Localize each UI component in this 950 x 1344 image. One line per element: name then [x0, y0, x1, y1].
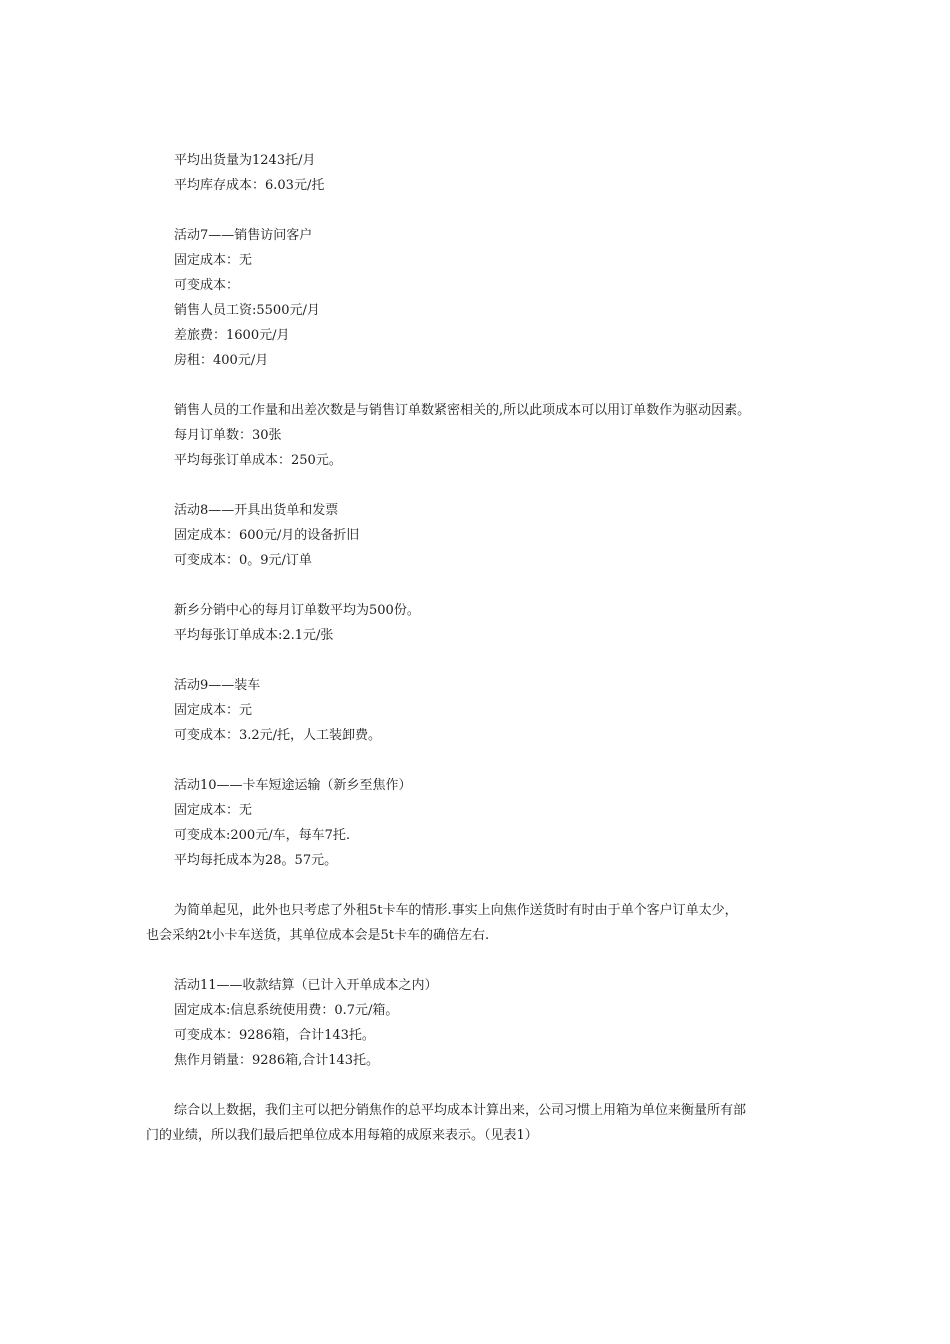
text-line: 固定成本：元 [174, 703, 253, 718]
text-line: 平均每托成本为28。57元。 [174, 853, 338, 868]
text-line: 可变成本：9286箱，合计143托。 [174, 1028, 375, 1043]
section-heading: 活动11——收款结算（已计入开单成本之内） [174, 978, 438, 993]
text-line: 可变成本： [174, 278, 240, 293]
paragraph-line: 综合以上数据，我们主可以把分销焦作的总平均成本计算出来，公司习惯上用箱为单位来衡量所有部 [174, 1103, 747, 1118]
text-line: 固定成本：无 [174, 803, 253, 818]
text-line: 销售人员工资:5500元/月 [174, 303, 320, 318]
text-line: 销售人员的工作量和出差次数是与销售订单数紧密相关的,所以此项成本可以用订单数作为驱动因素。 [174, 403, 751, 418]
text-line: 可变成本：0。9元/订单 [174, 553, 312, 568]
text-line: 每月订单数：30张 [174, 428, 282, 443]
text-line: 平均每张订单成本:2.1元/张 [174, 628, 334, 643]
text-line: 可变成本:200元/车，每车7托. [174, 828, 350, 843]
paragraph-line: 也会采纳2t小卡车送货，其单位成本会是5t卡车的确倍左右. [146, 928, 490, 943]
text-line: 焦作月销量：9286箱,合计143托。 [174, 1053, 380, 1068]
text-line: 平均库存成本：6.03元/托 [174, 178, 325, 193]
paragraph-line: 为简单起见，此外也只考虑了外租5t卡车的情形.事实上向焦作送货时有时由于单个客户订单太少， [174, 903, 738, 918]
text-line: 平均出货量为1243托/月 [174, 153, 316, 168]
paragraph-line: 门的业绩，所以我们最后把单位成本用每箱的成原来表示。（见表1） [146, 1128, 538, 1143]
section-heading: 活动10——卡车短途运输（新乡至焦作） [174, 778, 412, 793]
text-line: 平均每张订单成本：250元。 [174, 453, 342, 468]
text-line: 房租：400元/月 [174, 353, 269, 368]
text-line: 固定成本:信息系统使用费：0.7元/箱。 [174, 1003, 399, 1018]
text-line: 可变成本：3.2元/托，人工装卸费。 [174, 728, 382, 743]
text-line: 固定成本：无 [174, 253, 253, 268]
text-line: 新乡分销中心的每月订单数平均为500份。 [174, 603, 420, 618]
section-heading: 活动9——装车 [174, 678, 261, 693]
text-line: 差旅费：1600元/月 [174, 328, 290, 343]
section-heading: 活动8——开具出货单和发票 [174, 503, 339, 518]
text-line: 固定成本：600元/月的设备折旧 [174, 528, 360, 543]
section-heading: 活动7——销售访问客户 [174, 228, 313, 243]
